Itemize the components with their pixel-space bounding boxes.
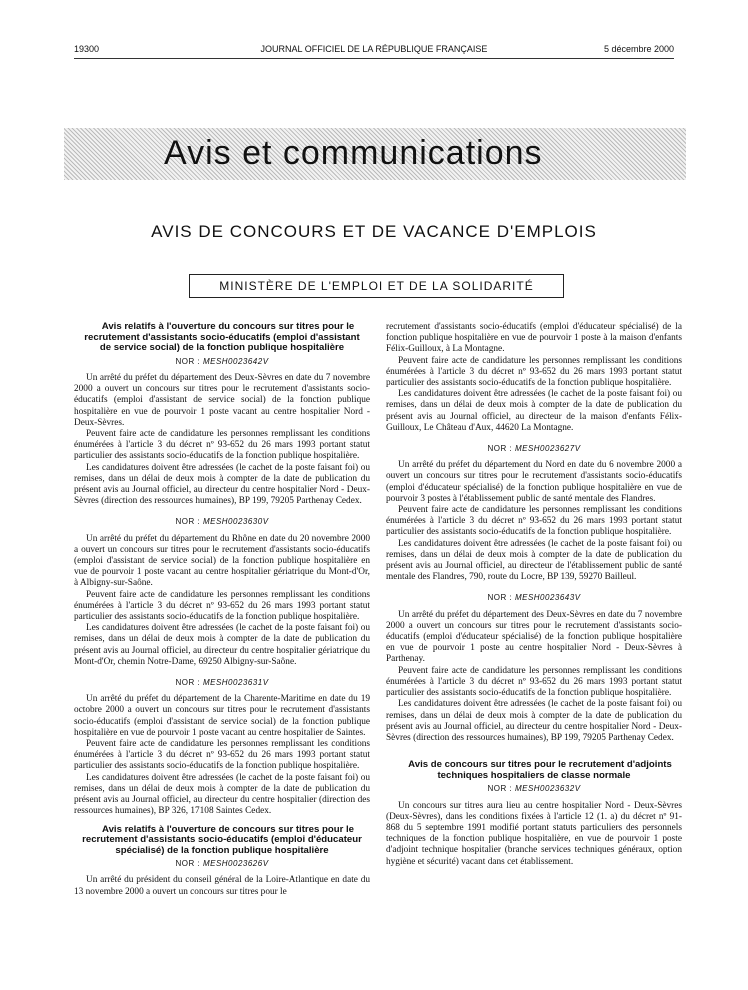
section-title: AVIS DE CONCOURS ET DE VACANCE D'EMPLOIS: [151, 222, 597, 241]
notice-heading: Avis relatifs à l'ouverture du concours sur titres pour le recrutement d'assistants socio-éducatifs (emploi d'assistant de service social) de la fonction publique hospitalière: [84, 321, 360, 354]
paragraph: Un arrêté du préfet du département de la Charente-Maritime en date du 19 octobre 2000 a ouvert un concours sur titres pour le recrutement d'assistants socio-éducatifs (emploi d'assistant de service social) de la fonction publique hospitalière en vue de pourvoir 1 poste vacant au centre hospitalier de Saintes.: [74, 694, 370, 738]
nor-reference: NOR : MESH0023630V: [175, 517, 269, 527]
page-number: 19300: [74, 44, 100, 54]
nor-reference: NOR : MESH0023631V: [175, 678, 269, 688]
nor-reference: NOR : MESH0023643V: [487, 593, 581, 603]
paragraph: Peuvent faire acte de candidature les personnes remplissant les conditions énumérées à l'article 3 du décret nº 93-652 du 26 mars 1993 portant statut particulier des assistants socio-éducatifs de la fonction publique hospitalière.: [386, 665, 682, 699]
paragraph: Peuvent faire acte de candidature les personnes remplissant les conditions énumérées à l'article 3 du décret nº 93-652 du 26 mars 1993 portant statut particulier des assistants socio-éducatifs de la fonction publique hospitalière.: [386, 505, 682, 538]
header-rule: [74, 58, 674, 59]
notice-heading: Avis relatifs à l'ouverture de concours sur titres pour le recrutement d'assistants socio-éducatifs (emploi d'éducateur spécialisé) de la fonction publique hospitalière: [82, 823, 362, 856]
paragraph: Un concours sur titres aura lieu au centre hospitalier Nord - Deux-Sèvres (Deux-Sèvres), dans les conditions fixées à l'article 12 (1. a) du décret nº 91-868 du 5 septembre 1991 modifié portant statuts particuliers des personnels techniques de la fonction publique hospitalière, en vue de pourvoir 1 poste d'adjoint technique hospitalier (branche services techniques généraux, option hygiène et sécurité) vacant dans cet établissement.: [386, 800, 682, 867]
paragraph: Les candidatures doivent être adressées (le cachet de la poste faisant foi) ou remises, dans un délai de deux mois à compter de la date de publication du présent avis au Journal officiel, au directeur du centre hospitalier Nord - Deux-Sèvres (direction des ressources humaines), BP 199, 79205 Parthenay Cedex.: [74, 462, 370, 507]
issue-date: 5 décembre 2000: [603, 44, 674, 54]
paragraph: Les candidatures doivent être adressées (le cachet de la poste faisant foi) ou remises, dans un délai de deux mois à compter de la date de publication du présent avis au Journal officiel, au directeur du centre hospitalier Nord - Deux-Sèvres (direction des ressources humaines), BP 199, 79205 Parthenay Cedex.: [386, 699, 682, 743]
paragraph: recrutement d'assistants socio-éducatifs (emploi d'éducateur spécialisé) de la fonction publique hospitalière en vue de pourvoir 1 poste à la maison d'enfants Félix-Guilloux, à La Montagne.: [386, 322, 682, 355]
paragraph: Un arrêté du préfet du département du Nord en date du 6 novembre 2000 a ouvert un concours sur titres pour le recrutement d'assistants socio-éducatifs (emploi d'éducateur spécialisé) de la fonction publique hospitalière en vue de pourvoir 3 postes à l'établissement public de santé mentale des Flandres.: [386, 460, 682, 504]
paragraph: Peuvent faire acte de candidature les personnes remplissant les conditions énumérées à l'article 3 du décret nº 93-652 du 26 mars 1993 portant statut particulier des assistants socio-éducatifs de la fonction publique hospitalière.: [386, 355, 682, 389]
paragraph: Les candidatures doivent être adressées (le cachet de la poste faisant foi) ou remises, dans un délai de deux mois à compter de la date de publication du présent avis au Journal officiel, au directeur de l'établissement public de santé mentale des Flandres, 790, route du Locre, BP 139, 59270 Bailleul.: [386, 538, 682, 583]
nor-reference: NOR : MESH0023626V: [175, 859, 269, 869]
notice-heading: Avis de concours sur titres pour le recrutement d'adjoints techniques hospitaliers de classe normale: [408, 759, 672, 781]
paragraph: Les candidatures doivent être adressées (le cachet de la poste faisant foi) ou remises, dans un délai de deux mois à compter de la date de publication du présent avis au Journal officiel, au directeur du centre hospitalier gériatrique du Mont-d'Or, chemin Notre-Dame, 69250 Albigny-sur-Saône.: [74, 623, 370, 667]
paragraph: Peuvent faire acte de candidature les personnes remplissant les conditions énumérées à l'article 3 du décret nº 93-652 du 26 mars 1993 portant statut particulier des assistants socio-éducatifs de la fonction publique hospitalière.: [74, 589, 370, 623]
paragraph: Un arrêté du préfet du département des Deux-Sèvres en date du 7 novembre 2000 a ouvert un concours sur titres pour le recrutement d'assistants socio-éducatifs (emploi d'éducateur spécialisé) de la fonction publique hospitalière en vue de pourvoir 1 poste au centre hospitalier Nord - Deux-Sèvres à Parthenay.: [386, 609, 682, 665]
paragraph: Les candidatures doivent être adressées (le cachet de la poste faisant foi) ou remises, dans un délai de deux mois à compter de la date de publication du présent avis au Journal officiel, au directeur du centre hospitalier (direction des ressources humaines), BP 326, 17108 Saintes Cedex.: [74, 772, 370, 817]
paragraph: Un arrêté du président du conseil général de la Loire-Atlantique en date du 13 novembre 2000 a ouvert un concours sur titres pour le: [74, 875, 370, 897]
right-column: [386, 322, 682, 868]
nor-reference: NOR : MESH0023627V: [487, 444, 581, 454]
paragraph: Un arrêté du préfet du département du Rhône en date du 20 novembre 2000 a ouvert un concours sur titres pour le recrutement d'assistants socio-éducatifs (emploi d'assistant de service social) de la fonction publique hospitalière en vue de pourvoir 1 poste vacant au centre hospitalier gériatrique du Mont-d'Or, à Albigny-sur-Saône.: [74, 533, 370, 589]
ministry-box: MINISTÈRE DE L'EMPLOI ET DE LA SOLIDARITÉ: [189, 274, 564, 298]
paragraph: Les candidatures doivent être adressées (le cachet de la poste faisant foi) ou remises, dans un délai de deux mois à compter de la date de publication du présent avis au Journal officiel, au directeur de la maison d'enfants Félix-Guilloux, Le Château d'Aux, 44620 La Montagne.: [386, 389, 682, 433]
banner-title: Avis et communications: [164, 134, 543, 172]
paragraph: Un arrêté du préfet du département des Deux-Sèvres en date du 7 novembre 2000 a ouvert un concours sur titres pour le recrutement d'assistants socio-éducatifs (emploi d'assistant de service social) de la fonction publique hospitalière en vue de pourvoir 1 poste vacant au centre hospitalier Nord - Deux-Sèvres.: [74, 372, 370, 428]
nor-reference: NOR : MESH0023632V: [487, 784, 581, 794]
left-column: [74, 322, 370, 898]
section-banner: [64, 128, 686, 180]
journal-title: JOURNAL OFFICIEL DE LA RÉPUBLIQUE FRANÇAISE: [260, 44, 488, 54]
paragraph: Peuvent faire acte de candidature les personnes remplissant les conditions énumérées à l'article 3 du décret nº 93-652 du 26 mars 1993 portant statut particulier des assistants socio-éducatifs de la fonction publique hospitalière.: [74, 739, 370, 772]
nor-reference: NOR : MESH0023642V: [175, 356, 269, 366]
paragraph: Peuvent faire acte de candidature les personnes remplissant les conditions énumérées à l'article 3 du décret nº 93-652 du 26 mars 1993 portant statut particulier des assistants socio-éducatifs de la fonction publique hospitalière.: [74, 429, 370, 462]
